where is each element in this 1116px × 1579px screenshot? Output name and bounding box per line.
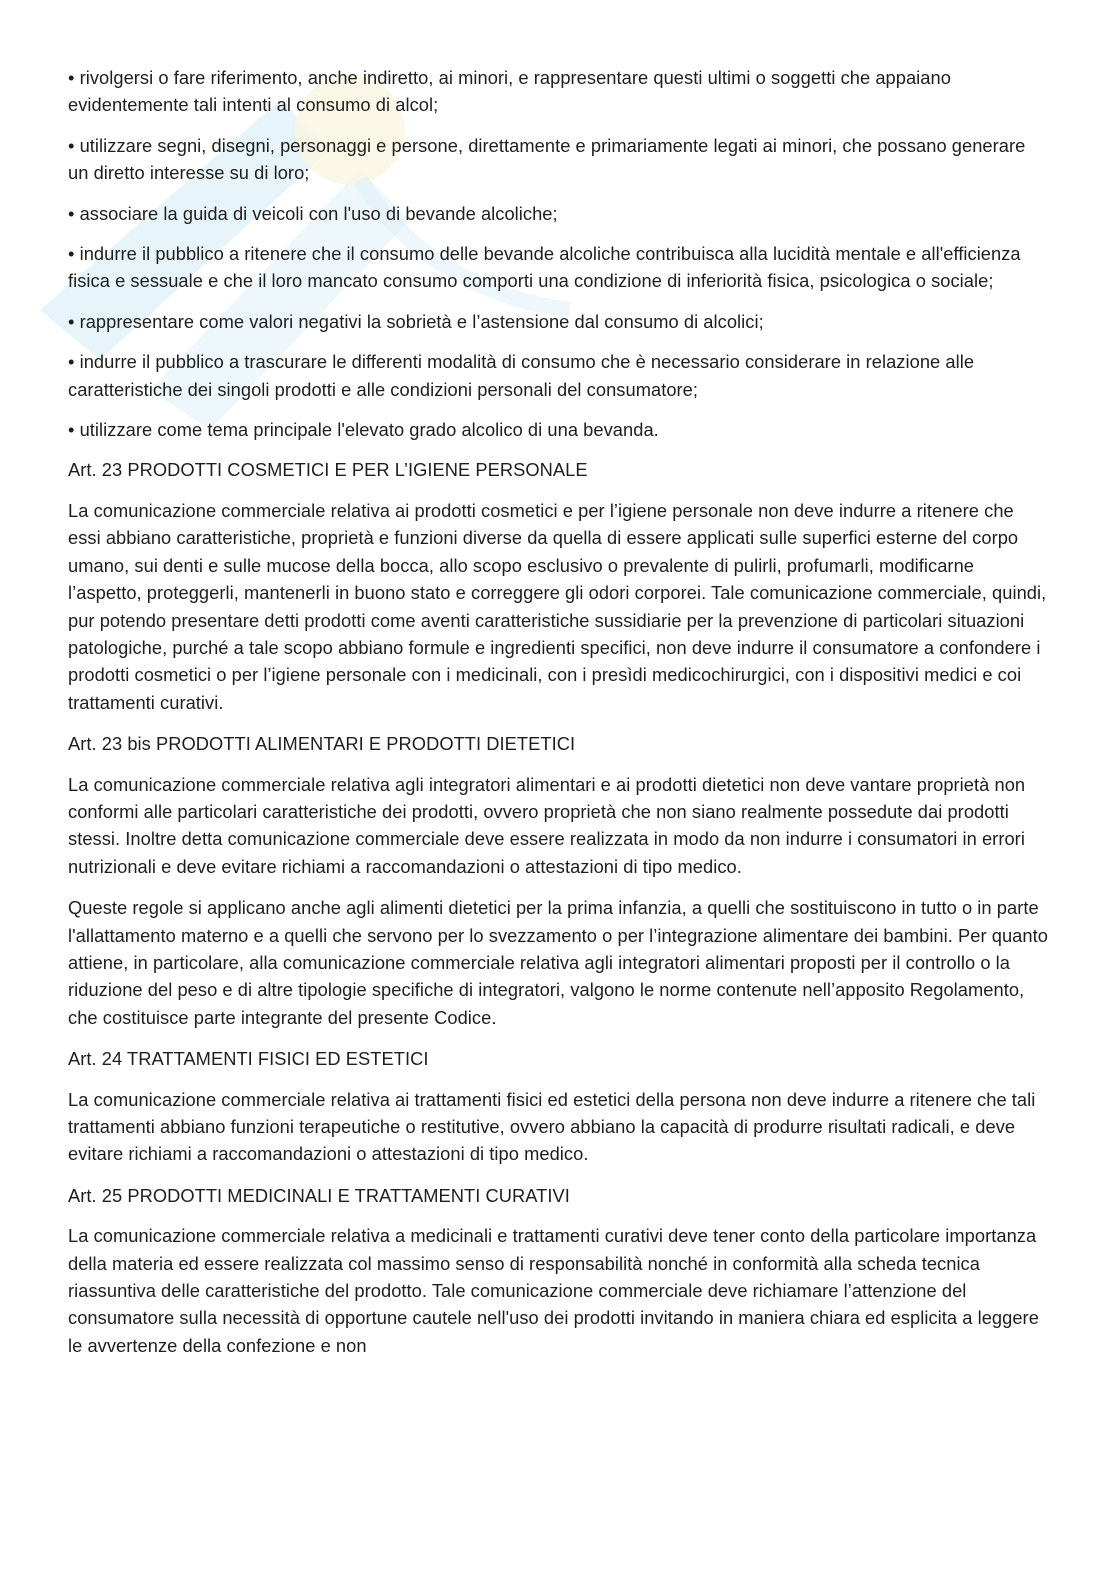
article-paragraph: Queste regole si applicano anche agli alimenti dietetici per la prima infanzia, a quelli che sostituiscono in tutto o in parte l'allattamento materno e a quelli che servono per lo svezzamento o per l’integrazione alimentare dei bambini. Per quanto attiene, in particolare, alla comunicazione commerciale relativa agli integratori alimentari proposti per il controllo o la riduzione del peso e di altre tipologie specifiche di integratori, valgono le norme contenute nell’apposito Regolamento, che costituisce parte integrante del presente Codice.	[68, 897, 1048, 1028]
document-page	[68, 64, 1048, 1373]
article-heading: Art. 25 PRODOTTI MEDICINALI E TRATTAMENTI CURATIVI	[68, 1184, 570, 1206]
bullet-item: • rivolgersi o fare riferimento, anche indiretto, ai minori, e rappresentare questi ultimi o soggetti che appaiano evidentemente tali intenti al consumo di alcol;	[68, 67, 951, 116]
bullet-item: • rappresentare come valori negativi la sobrietà e l’astensione dal consumo di alcolici;	[68, 310, 764, 332]
bullet-item: • indurre il pubblico a ritenere che il consumo delle bevande alcoliche contribuisca alla lucidità mentale e all'efficienza fisica e sessuale e che il loro mancato consumo comporti una condizione di inferiorità fisica, psicologica o sociale;	[68, 243, 1021, 292]
article-heading: Art. 23 PRODOTTI COSMETICI E PER L’IGIENE PERSONALE	[68, 459, 588, 481]
bullet-item: • utilizzare segni, disegni, personaggi e persone, direttamente e primariamente legati ai minori, che possano generare un diretto interesse su di loro;	[68, 134, 1026, 184]
bullet-item: • indurre il pubblico a trascurare le differenti modalità di consumo che è necessario considerare in relazione alle caratteristiche dei singoli prodotti e alle condizioni personali del consumatore;	[68, 351, 975, 400]
article-heading: Art. 24 TRATTAMENTI FISICI ED ESTETICI	[68, 1048, 429, 1070]
article-paragraph: La comunicazione commerciale relativa ai trattamenti fisici ed estetici della persona non deve indurre a ritenere che tali trattamenti abbiano funzioni terapeutiche o restitutive, ovvero abbiano la capacità di produrre risultati radicali, e deve evitare richiami a raccomandazioni o attestazioni di tipo medico.	[68, 1088, 1036, 1165]
article-paragraph: La comunicazione commerciale relativa agli integratori alimentari e ai prodotti dietetici non deve vantare proprietà non conformi alle particolari caratteristiche dei prodotti, ovvero proprietà che non siano realmente possedute dai prodotti stessi. Inoltre detta comunicazione commerciale deve essere realizzata in modo da non indurre i consumatori in errori nutrizionali e deve evitare richiami a raccomandazioni o attestazioni di tipo medico.	[68, 773, 1026, 877]
article-paragraph: La comunicazione commerciale relativa ai prodotti cosmetici e per l’igiene personale non deve indurre a ritenere che essi abbiano caratteristiche, proprietà e funzioni diverse da quella di essere applicati sulle superfici esterne del corpo umano, sui denti e sulle mucose della bocca, allo scopo esclusivo o prevalente di pulirli, profumarli, modificarne l’aspetto, proteggerli, mantenerli in buono stato e correggere gli odori corporei. Tale comunicazione commerciale, quindi, pur potendo presentare detti prodotti come aventi caratteristiche sussidiarie per la prevenzione di particolari situazioni patologiche, purché a tale scopo abbiano formule e ingredienti specifici, non deve indurre il consumatore a confondere i prodotti cosmetici o per l’igiene personale con i medicinali, con i presìdi medicochirurgici, con i dispositivi medici e coi trattamenti curativi.	[68, 499, 1047, 713]
article-paragraph: La comunicazione commerciale relativa a medicinali e trattamenti curativi deve tener conto della particolare importanza della materia ed essere realizzata col massimo senso di responsabilità nonché in conformità alla scheda tecnica riassuntiva delle caratteristiche del prodotto. Tale comunicazione commerciale deve richiamare l’attenzione del consumatore sulla necessità di opportune cautele nell'uso dei prodotti invitando in maniera chiara ed esplicita a leggere le avvertenze della confezione e non	[68, 1225, 1039, 1356]
bullet-item: • associare la guida di veicoli con l'uso di bevande alcoliche;	[68, 202, 558, 224]
article-heading: Art. 23 bis PRODOTTI ALIMENTARI E PRODOTTI DIETETICI	[68, 733, 576, 755]
bullet-item: • utilizzare come tema principale l'elevato grado alcolico di una bevanda.	[68, 419, 659, 441]
